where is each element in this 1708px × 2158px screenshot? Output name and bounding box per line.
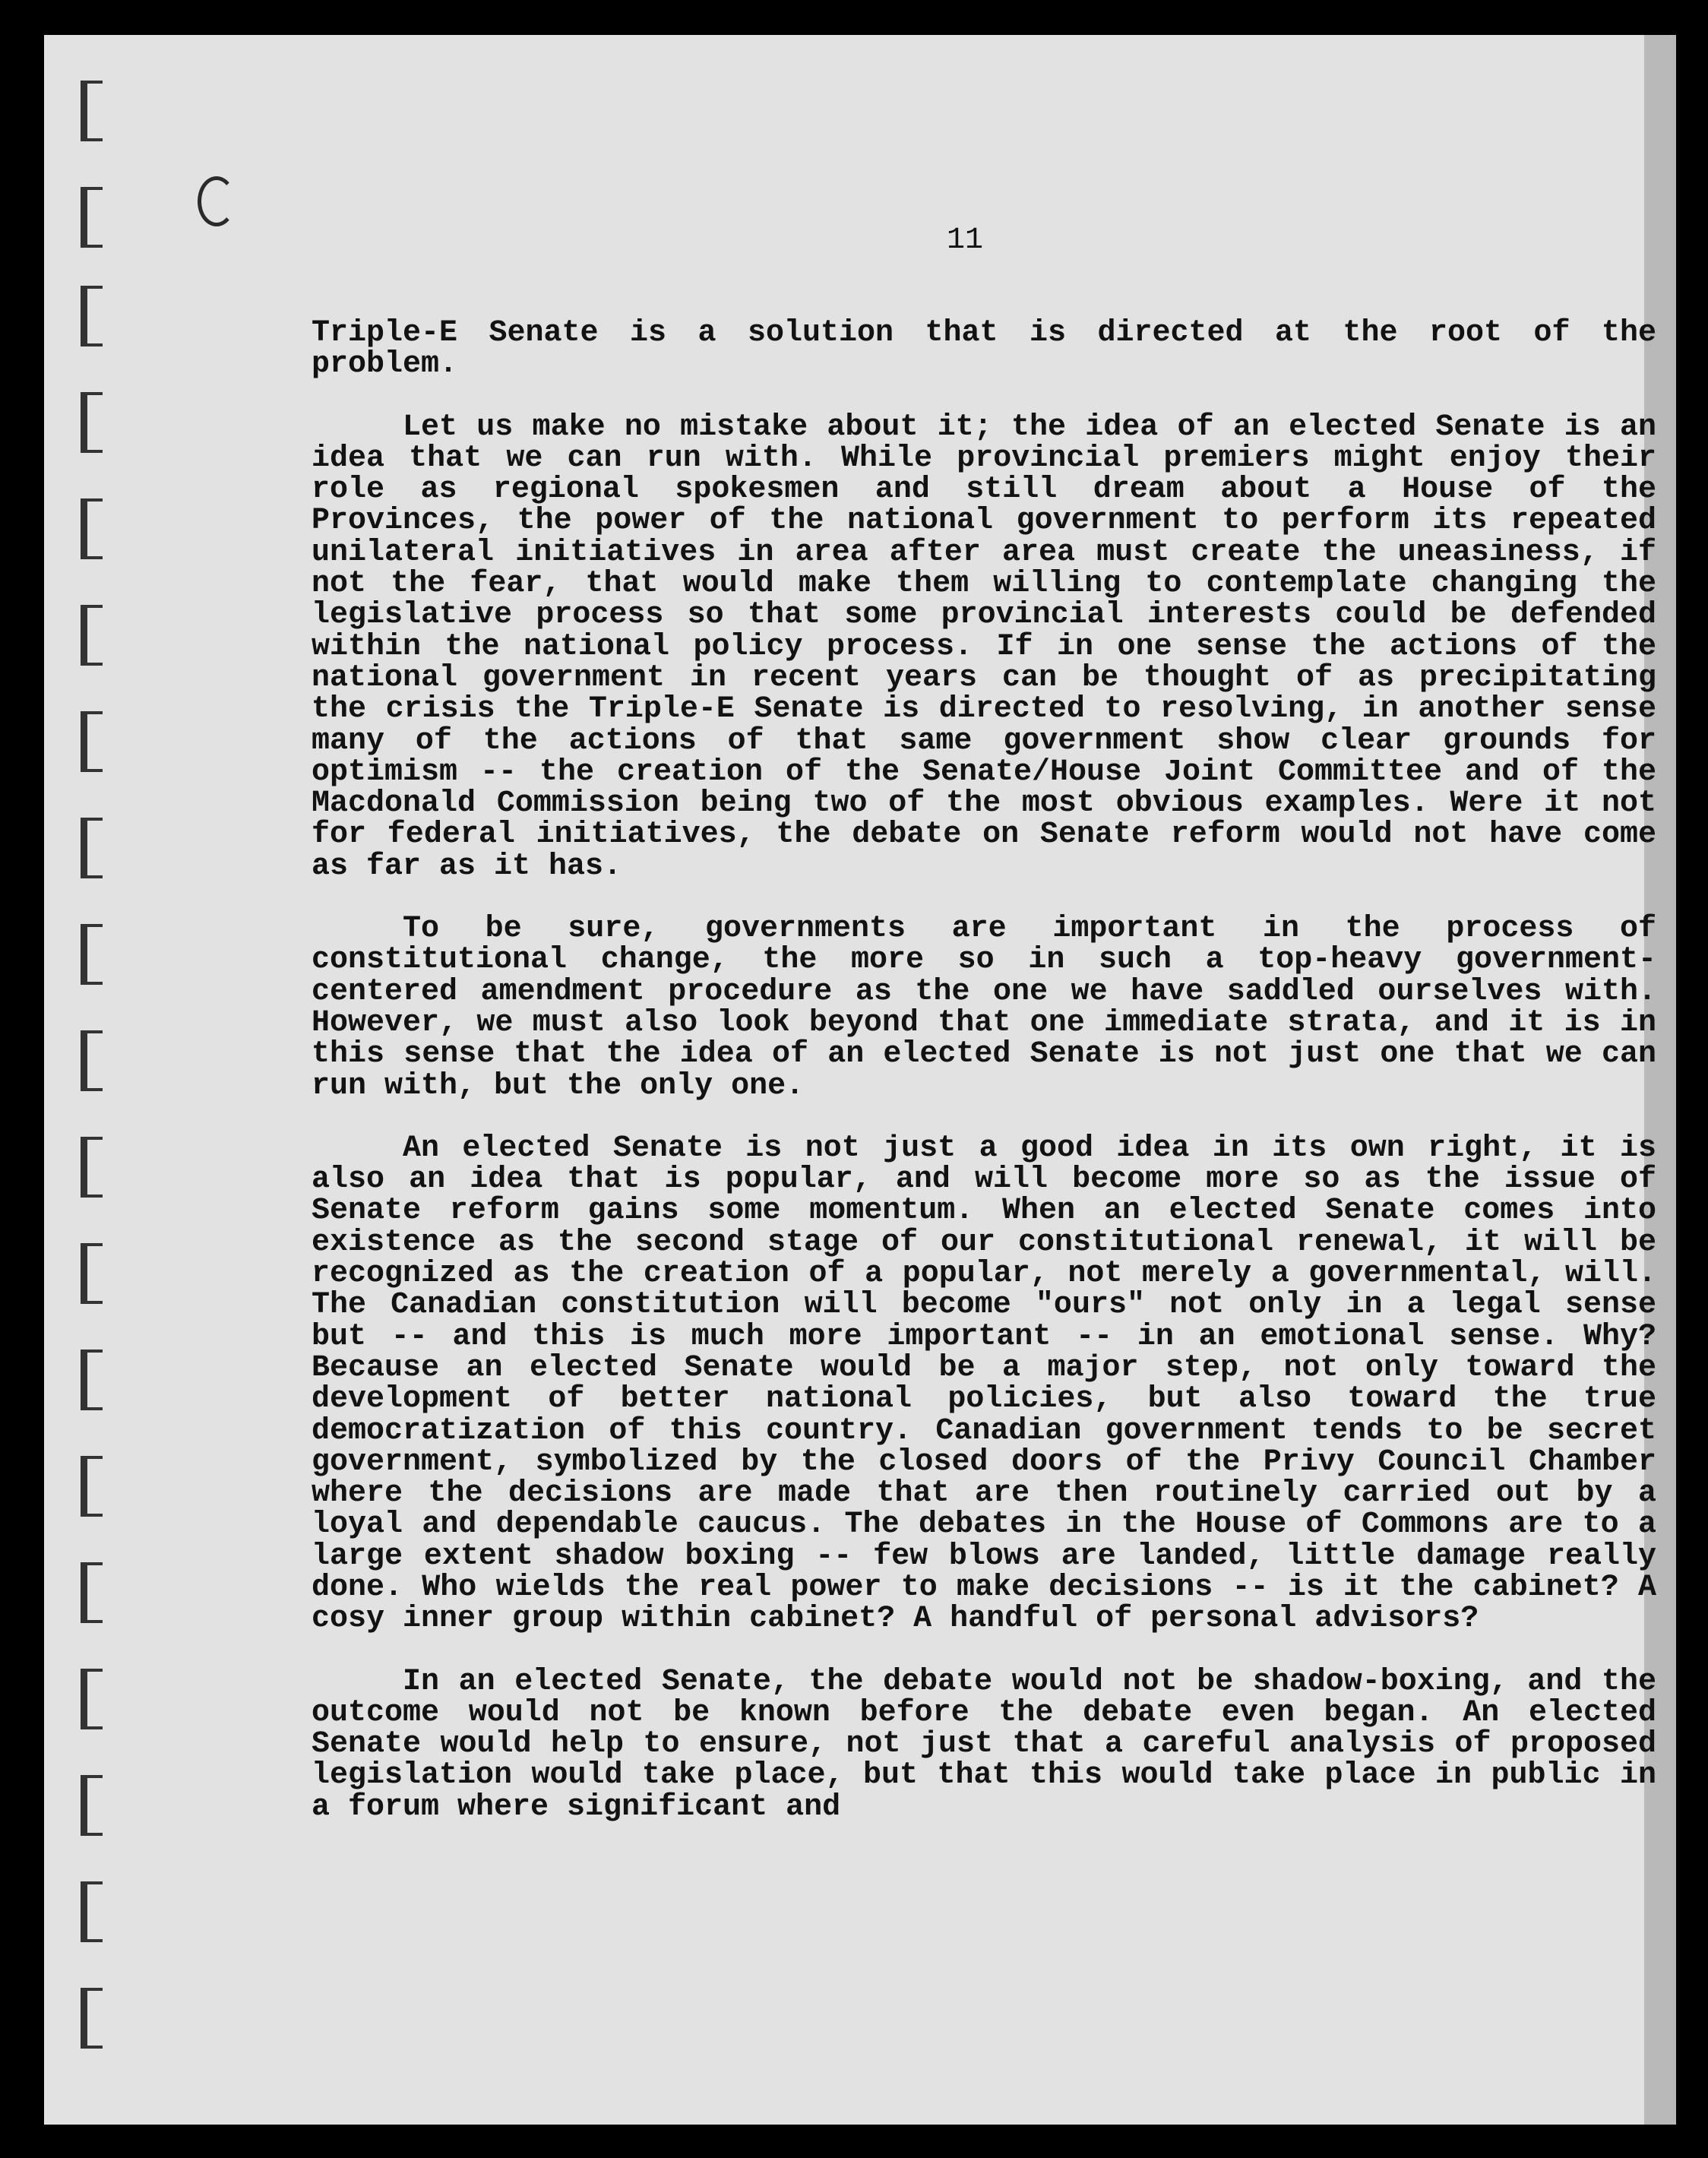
- binder-bracket: [81, 1669, 103, 1729]
- binder-bracket: [81, 1456, 103, 1517]
- binder-bracket: [81, 1562, 103, 1623]
- binder-bracket: [81, 1030, 103, 1091]
- binder-bracket: [81, 605, 103, 666]
- binder-bracket: [81, 392, 103, 453]
- binder-bracket: [81, 187, 103, 248]
- binder-bracket: [81, 818, 103, 878]
- page-number: 11: [947, 223, 984, 258]
- binder-bracket: [81, 498, 103, 559]
- binder-bracket: [81, 1775, 103, 1836]
- binder-bracket: [81, 1350, 103, 1410]
- document-body: [312, 318, 1656, 1854]
- binder-bracket: [81, 711, 103, 772]
- paragraph: To be sure, governments are important in the process of constitutional change, the more so in such a top-heavy government-centered amendment procedure as the one we have saddled ourselves with. However, we must also look beyond that one immediate strata, and it is in this sense that the idea of an elected Senate is not just one that we can run with, but the only one.: [312, 912, 1656, 1103]
- paragraph: In an elected Senate, the debate would not be shadow-boxing, and the outcome would not be known before the debate even began. An elected Senate would help to ensure, not just that a careful analysis of proposed legislation would take place, but that this would take place in public in a forum where significant and: [312, 1664, 1656, 1824]
- binder-bracket: [81, 924, 103, 985]
- punch-hole-mark: [198, 176, 236, 226]
- paragraph: Let us make no mistake about it; the idea of an elected Senate is an idea that we can run with. While provincial premiers might enjoy their role as regional spokesmen and still dream about a House of the Provinces, the power of the national government to perform its repeated unilateral initiatives in area after area must create the uneasiness, if not the fear, that would make them willing to contemplate changing the legislative process so that some provincial interests could be defended within the national policy process. If in one sense the actions of the national government in recent years can be thought of as precipitating the crisis the Triple-E Senate is directed to resolving, in another sense many of the actions of that same government show clear grounds for optimism -- the creation of the Senate/House Joint Committee and of the Macdonald Commission being two of the most obvious examples. Were it not for federal initiatives, the debate on Senate reform would not have come as far as it has.: [312, 410, 1656, 884]
- binder-bracket: [81, 81, 103, 141]
- binder-bracket: [81, 1988, 103, 2049]
- document-page: [44, 35, 1676, 2125]
- binder-bracket: [81, 1881, 103, 1942]
- paragraph: An elected Senate is not just a good idea in its own right, it is also an idea that is popular, and will become more so as the issue of Senate reform gains some momentum. When an elected Senate comes into existence as the second stage of our constitutional renewal, it will be recognized as the creation of a popular, not merely a governmental, will. The Canadian constitution will become "ours" not only in a legal sense but -- and this is much more important -- in an emotional sense. Why? Because an elected Senate would be a major step, not only toward the development of better national policies, but also toward the true democratization of this country. Canadian government tends to be secret government, symbolized by the closed doors of the Privy Council Chamber where the decisions are made that are then routinely carried out by a loyal and dependable caucus. The debates in the House of Commons are to a large extent shadow boxing -- few blows are landed, little damage really done. Who wields the real power to make decisions -- is it the cabinet? A cosy inner group within cabinet? A handful of personal advisors?: [312, 1131, 1656, 1637]
- binder-bracket: [81, 1137, 103, 1198]
- paragraph: Triple-E Senate is a solution that is directed at the root of the problem.: [312, 316, 1656, 382]
- binder-bracket: [81, 286, 103, 346]
- binder-bracket: [81, 1243, 103, 1304]
